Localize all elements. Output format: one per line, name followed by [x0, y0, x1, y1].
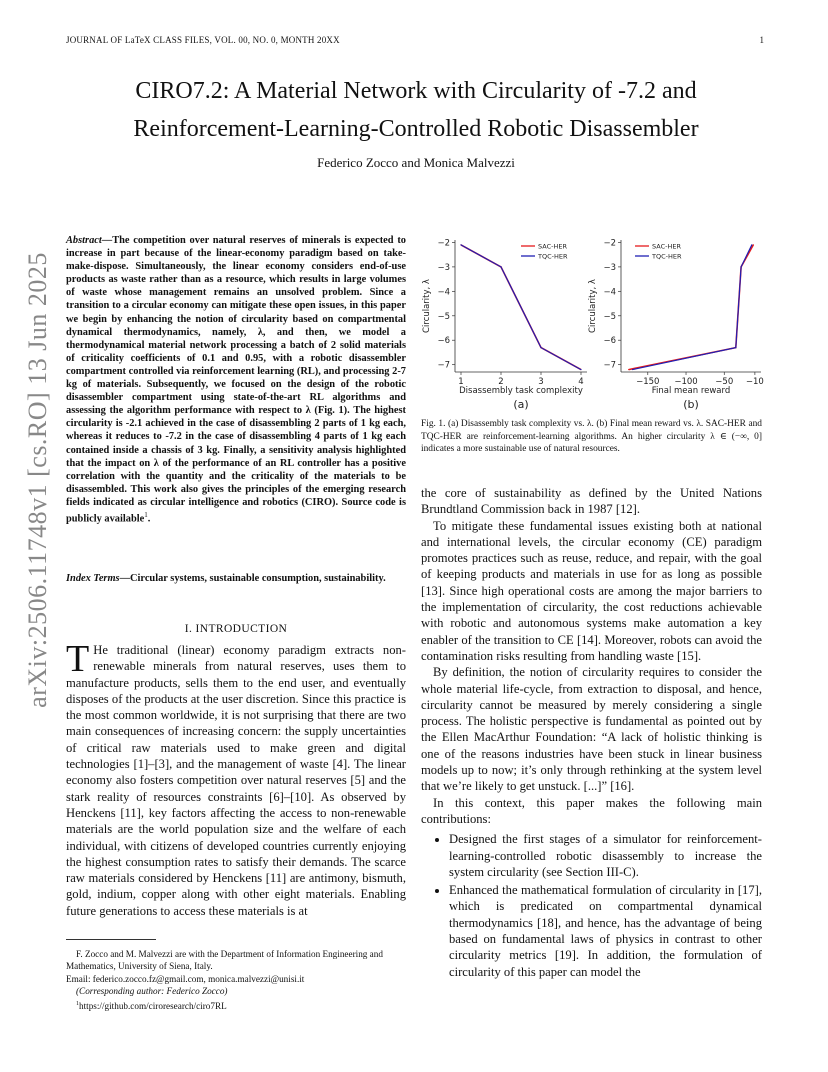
x-axis-label: Final mean reward: [651, 386, 731, 396]
figure-1-svg: [421, 232, 766, 412]
data-point: [580, 369, 581, 370]
index-terms-text: —Circular systems, sustainable consumption, sustainability.: [119, 573, 386, 584]
contributions-list: [421, 831, 762, 980]
paragraph-ce: To mitigate these fundamental issues existing both at national and international levels, the circular economy (CE) paradigm promotes practices such as reuse, reduce, and repair, with the goal of keeping products and materials in use for as long as possible [13]. Since high operational costs are among the major barriers to the implementation of circularity, the cost reductions achievable with robotic and autonomous systems make automation a key enabler of the transition to CE [14]. Moreover, robots can avoid the contamination risks resulting from handling waste [15].: [421, 518, 762, 663]
footnote-url: [66, 998, 406, 1012]
legend-label: SAC-HER: [538, 242, 567, 251]
abstract-end: .: [147, 513, 151, 525]
intro-paragraph: [66, 638, 406, 919]
footnote-email: Email: federico.zocco.fz@gmail.com, monica.malvezzi@unisi.it: [66, 973, 305, 984]
drop-cap: T: [66, 638, 90, 680]
x-tick-label: −150: [636, 377, 660, 387]
contribution-item: • Enhanced the mathematical formulation of circularity in [17], which is predicated on compartmental dynamical thermodynamics [18], and hence, has the advantage of being based on fundamental laws of physics in contrast to other circularity metrics [19]. In addition, the formulation of circularity of this paper can model the: [449, 882, 762, 980]
section-heading-intro: I. INTRODUCTION: [184, 623, 288, 635]
legend-label: TQC-HER: [538, 252, 568, 261]
x-tick-label: −10: [745, 377, 764, 387]
series-line-tqc-her: [633, 242, 752, 370]
y-tick-label: −7: [437, 360, 450, 371]
abstract-footnote-mark: 1: [144, 510, 148, 519]
authors: Federico Zocco and Monica Malvezzi: [317, 155, 515, 170]
footnote-url-text[interactable]: https://github.com/ciroresearch/ciro7RL: [79, 1000, 227, 1011]
y-tick-label: −7: [603, 360, 616, 371]
contribution-item: • Designed the first stages of a simulator for reinforcement-learning-controlled robotic disassembly to increase the system circularity (see Section III-C).: [449, 831, 762, 880]
y-tick-label: −2: [603, 238, 616, 249]
footnote-rule: [66, 939, 156, 940]
footnote-url-mark: 1: [76, 1000, 79, 1007]
data-point: [500, 266, 501, 267]
right-column-text: [421, 485, 762, 982]
x-tick-label: 3: [538, 377, 544, 387]
x-tick-label: −50: [715, 377, 734, 387]
y-tick-label: −4: [603, 287, 616, 298]
arxiv-stamp-text: arXiv:2506.11748v1 [cs.RO] 13 Jun 2025: [23, 252, 52, 708]
intro-text: He traditional (linear) economy paradigm extracts non-renewable minerals from natural reserves, uses them to manufacture products, sells them to the end user, and eventually disposes of the products at the user discretion. Since this practice is the most common worldwide, it is not surprising that there are two main consequences of increasing concern: the supply uncertainties of critical raw materials used to make green and digital technologies [1]–[3], and the management of waste [4]. The linear economy also fosters competition over natural reserves [5] and the stark reality of resources constraints [6]–[10]. As observed by Henckens [11], key factors affecting the access to non-renewable materials are the world population size and the welfare of each individual, with citizens of developed countries currently enjoying the highest consumption rates to satisfy their demands. The scarce raw materials considered by Henckens [11] are antimony, bismuth, gold, indium, copper along with other eight materials. Enabling future generations to access these materials is at: [66, 643, 406, 918]
panel-label: (a): [513, 398, 529, 411]
index-terms: [66, 572, 406, 585]
paragraph-circularity: By definition, the notion of circularity requires to consider the whole material life-cycle, from extraction to disposal, and hence, circularity cannot be measured by merely considering a single process. The holistic perspective is fundamental as pointed out by the Ellen MacArthur Foundation: “A lack of holistic thinking is one of the reasons industries have been stuck in linear business models up to now; it’s only through rethinking at the system level that we’re likely to get unstuck. [...]” [16].: [421, 665, 762, 794]
title-line-2: Reinforcement-Learning-Controlled Robotic Disassembler: [133, 116, 699, 142]
abstract: [66, 234, 406, 526]
y-tick-label: −2: [437, 238, 450, 249]
data-point: [753, 244, 754, 245]
footnote-corresponding: (Corresponding author: Federico Zocco): [76, 986, 228, 997]
y-tick-label: −4: [437, 287, 450, 298]
footnote-affiliation: F. Zocco and M. Malvezzi are with the Department of Information Engineering and Mathematics, University of Siena, Italy.: [66, 949, 383, 972]
y-tick-label: −5: [437, 311, 450, 322]
y-tick-label: −6: [437, 336, 450, 347]
y-tick-label: −6: [603, 336, 616, 347]
y-axis-label: Circularity, λ: [422, 279, 432, 333]
x-tick-label: 1: [458, 377, 464, 387]
paragraph-continuation: the core of sustainability as defined by the United Nations Brundtland Commission back in 1987 [12].: [421, 486, 762, 517]
page-number: 1: [759, 35, 764, 45]
data-point: [751, 244, 752, 245]
data-point: [628, 369, 629, 370]
x-tick-label: −100: [674, 377, 698, 387]
x-tick-label: 2: [498, 377, 504, 387]
abstract-lead: Abstract: [66, 235, 102, 246]
title-line-1: CIRO7.2: A Material Network with Circularity of -7.2 and: [135, 78, 697, 104]
figure-1: [421, 232, 766, 412]
y-axis-label: Circularity, λ: [588, 279, 598, 333]
abstract-text: —The competition over natural reserves of minerals is expected to increase in part because of the linear-economy paradigm based on take-make-dispose. Simultaneously, the linear economy considers end-of-use products as waste rather than as a resource, which results in large volumes of waste whose management remains an unsolved problem. Since a transition to a circular economy can mitigate these open issues, in this paper we begin by enhancing the notion of circularity based on compartmental dynamical thermodynamics, namely, λ, and then, we model a thermodynamical material network processing a batch of 2 solid materials of criticality coefficients of 0.1 and 0.95, with a robotic disassembler compartment controlled via reinforcement learning (RL), and processing 2-7 kg of materials. Subsequently, we focused on the design of the robotic disassembler compartment using state-of-the-art RL algorithms and assessing the algorithm performance with respect to λ (Fig. 1). The highest circularity is -2.1 achieved in the case of disassembling 2 parts of 1 kg each, whereas it reduces to -7.2 in the case of disassembling 4 parts of 1 kg each contained inside a chassis of 3 kg. Finally, a sensitivity analysis highlighted that the impact on λ of the performance of an RL controller has a positive correlation with the quantity and the criticality of the materials to be disassembled. This work also gives the principles of the emerging research fields indicated as circular intelligence and robotics (CIRO). Source code is publicly available: [66, 235, 406, 525]
data-point: [540, 347, 541, 348]
arxiv-stamp: [22, 252, 54, 708]
legend-label: SAC-HER: [652, 242, 681, 251]
paragraph-contributions: In this context, this paper makes the following main contributions:: [421, 795, 762, 826]
y-tick-label: −5: [603, 311, 616, 322]
data-point: [735, 347, 736, 348]
index-terms-lead: Index Terms: [66, 573, 120, 584]
footnotes: [66, 948, 406, 1012]
data-point: [741, 266, 742, 267]
series-line-tqc-her: [461, 242, 581, 370]
paper-title: [66, 72, 766, 148]
legend-label: TQC-HER: [652, 252, 682, 261]
y-tick-label: −3: [603, 262, 616, 273]
data-point: [460, 244, 461, 245]
data-point: [632, 369, 633, 370]
figure-caption: Fig. 1. (a) Disassembly task complexity vs. λ. (b) Final mean reward vs. λ. SAC-HER and TQC-HER are reinforcement-learning algorithms. An higher circularity λ ∈ (−∞, 0] indicates a more sustainable use of natural resources.: [421, 419, 762, 455]
x-axis-label: Disassembly task complexity: [459, 386, 583, 396]
y-tick-label: −3: [437, 262, 450, 273]
running-head: JOURNAL OF LaTeX CLASS FILES, VOL. 00, NO. 0, MONTH 20XX: [66, 35, 340, 45]
series-line-sac-her: [629, 242, 754, 370]
panel-label: (b): [683, 398, 699, 411]
x-tick-label: 4: [578, 377, 584, 387]
